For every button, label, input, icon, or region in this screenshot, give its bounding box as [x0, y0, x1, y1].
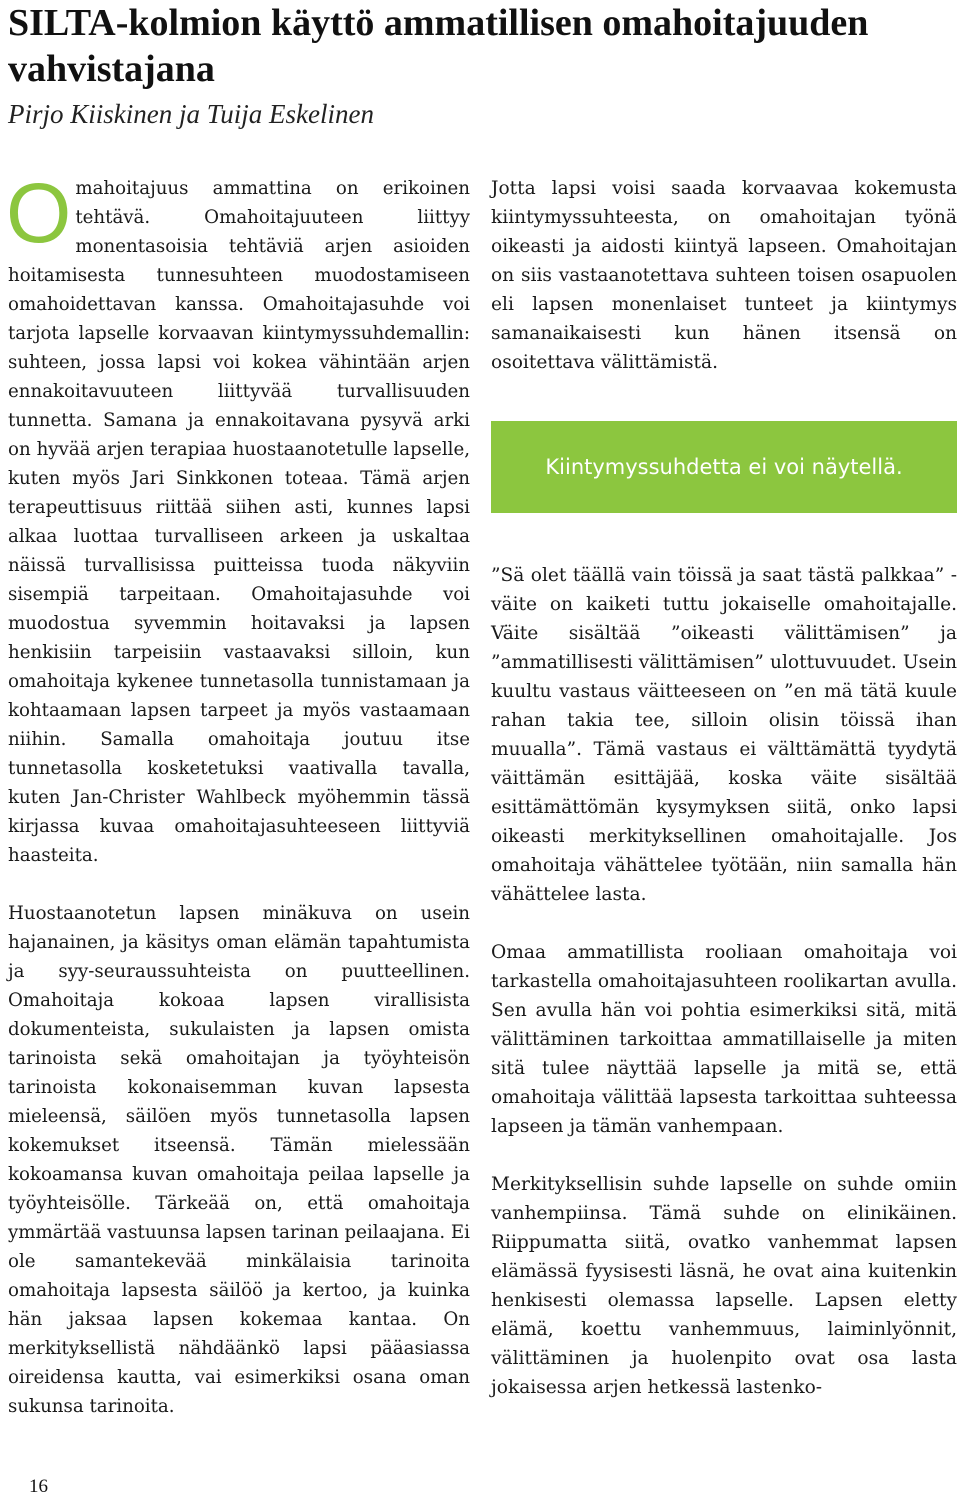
right-column: [491, 174, 957, 1402]
intro-paragraph-text: mahoitajuus ammattina on erikoinen tehtävä. Omahoitajuuteen liittyy monentasoisia tehtäviä arjen asioiden hoitamisesta tunnesuhteen muodostamiseen omahoidettavan kanssa. Omahoitajasuhde voi tarjota lapselle korvaavan kiintymyssuhdemallin: suhteen, jossa lapsi voi kokea vähintään arjen ennakoitavuuteen liittyvää turvallisuuden tunnetta. Samana ja ennakoitavana pysyvä arki on hyvää arjen terapiaa huostaanotetulle lapselle, kuten myös Jari Sinkkonen toteaa. Tämä arjen terapeuttisuus riittää siihen asti, kunnes lapsi alkaa luottaa turvalliseen arkeen ja uskaltaa näissä turvallisissa puitteissa tuoda näkyviin sisempiä tarpeitaan. Omahoitajasuhde voi muodostua syvemmin hoitavaksi ja lapsen henkisiin tarpeisiin vastaavaksi silloin, kun omahoitaja kykenee tunnetasolla tunnistamaan ja kohtaamaan lapsen tarpeet ja myös vastaamaan niihin. Samalla omahoitaja joutuu itse tunnetasolla kosketetuksi vaativalla tavalla, kuten Jan-Christer Wahlbeck myöhemmin tässä kirjassa kuvaa omahoitajasuhteeseen liittyviä haasteita.: [8, 178, 470, 866]
paragraph-gap: [8, 870, 470, 899]
paragraph-gap: [491, 909, 957, 938]
drop-cap: O: [6, 166, 72, 260]
paragraph-gap: [491, 1141, 957, 1170]
article-title: SILTA-kolmion käyttö ammatillisen omahoitajuuden vahvistajana: [8, 2, 869, 90]
palkka-paragraph: ”Sä olet täällä vain töissä ja saat tästä palkkaa” -väite on kaiketi tuttu jokaiselle omahoitajalle. Väite sisältää ”oikeasti välittämisen” ja ”ammatillisesti välittämisen” ulottuvuudet. Usein kuultu vastaus väitteeseen on ”en mä tätä kuule rahan takia tee, silloin olisin töissä ihan muualla”. Tämä vastaus ei välttämättä tyydytä väittämän esittäjää, koska väite sisältää esittämättömän kysymyksen siitä, onko lapsi oikeasti merkityksellinen omahoitajalle. Jos omahoitaja vähättelee työtään, niin samalla hän vähättelee lasta.: [491, 565, 957, 905]
vanhemmat-paragraph: Merkityksellisin suhde lapselle on suhde omiin vanhempiinsa. Tämä suhde on elinikäinen. Riippumatta siitä, ovatko vanhemmat lapsen elämässä fyysisesti läsnä, he ovat aina kuitenkin henkisesti olemassa lapselle. Lapsen eletty elämä, koettu vanhemmuus, laiminlyönnit, välittäminen ja huolenpito ovat osa lasta jokaisessa arjen hetkessä lastenko-: [491, 1174, 957, 1398]
minakuva-paragraph: Huostaanotetun lapsen minäkuva on usein hajanainen, ja käsitys oman elämän tapahtumista ja syy-seuraussuhteista on puutteellinen. Omahoitaja kokoaa lapsen virallisista dokumenteista, sukulaisten ja lapsen omista tarinoista sekä omahoitajan ja työyhteisön tarinoista kokonaisemman kuvan lapsesta mieleensä, säilöen myös tunnetasolla lapsen kokemukset itseensä. Tämän mielessään kokoamansa kuvan omahoitaja peilaa lapselle ja työyhteisölle. Tärkeää on, että omahoitaja ymmärtää vastuunsa lapsen tarinan peilaajana. Ei ole samantekevää minkälaisia tarinoita omahoitaja lapsesta säilöö ja kertoo, ja kuinka hän jaksaa lapsen kokemaa kantaa. On merkityksellistä nähdäänkö lapsi pääasiassa oireidensa kautta, vai esimerkiksi osana oman sukunsa tarinoita.: [8, 903, 470, 1417]
intro-paragraph: [6, 166, 470, 870]
kiintymys-paragraph: Jotta lapsi voisi saada korvaavaa kokemusta kiintymyssuhteesta, on omahoitajan työnä oikeasti ja aidosti kiintyä lapseen. Omahoitajan on siis vastaanotettava suhteen toisen osapuolen eli lapsen monenlaiset tunteet ja kiintymys samanaikaisesti kun hänen itsensä on osoitettava välittämistä.: [491, 178, 957, 373]
pull-quote-text: Kiintymyssuhdetta ei voi näytellä.: [545, 455, 903, 479]
roolikartta-paragraph: Omaa ammatillista rooliaan omahoitaja voi tarkastella omahoitajasuhteen roolikartan avulla. Sen avulla hän voi pohtia esimerkiksi sitä, mitä välittäminen tarkoittaa ammatillaiselle ja miten sitä tulee näyttää lapselle ja mitä se, että omahoitaja välittää lapsesta tarkoittaa suhteessa lapseen ja tämän vanhempaan.: [491, 942, 957, 1137]
page-number: 16: [29, 1476, 48, 1497]
left-column: [6, 166, 470, 1421]
pull-quote-box: [491, 421, 957, 513]
article-authors: Pirjo Kiiskinen ja Tuija Eskelinen: [8, 99, 374, 129]
